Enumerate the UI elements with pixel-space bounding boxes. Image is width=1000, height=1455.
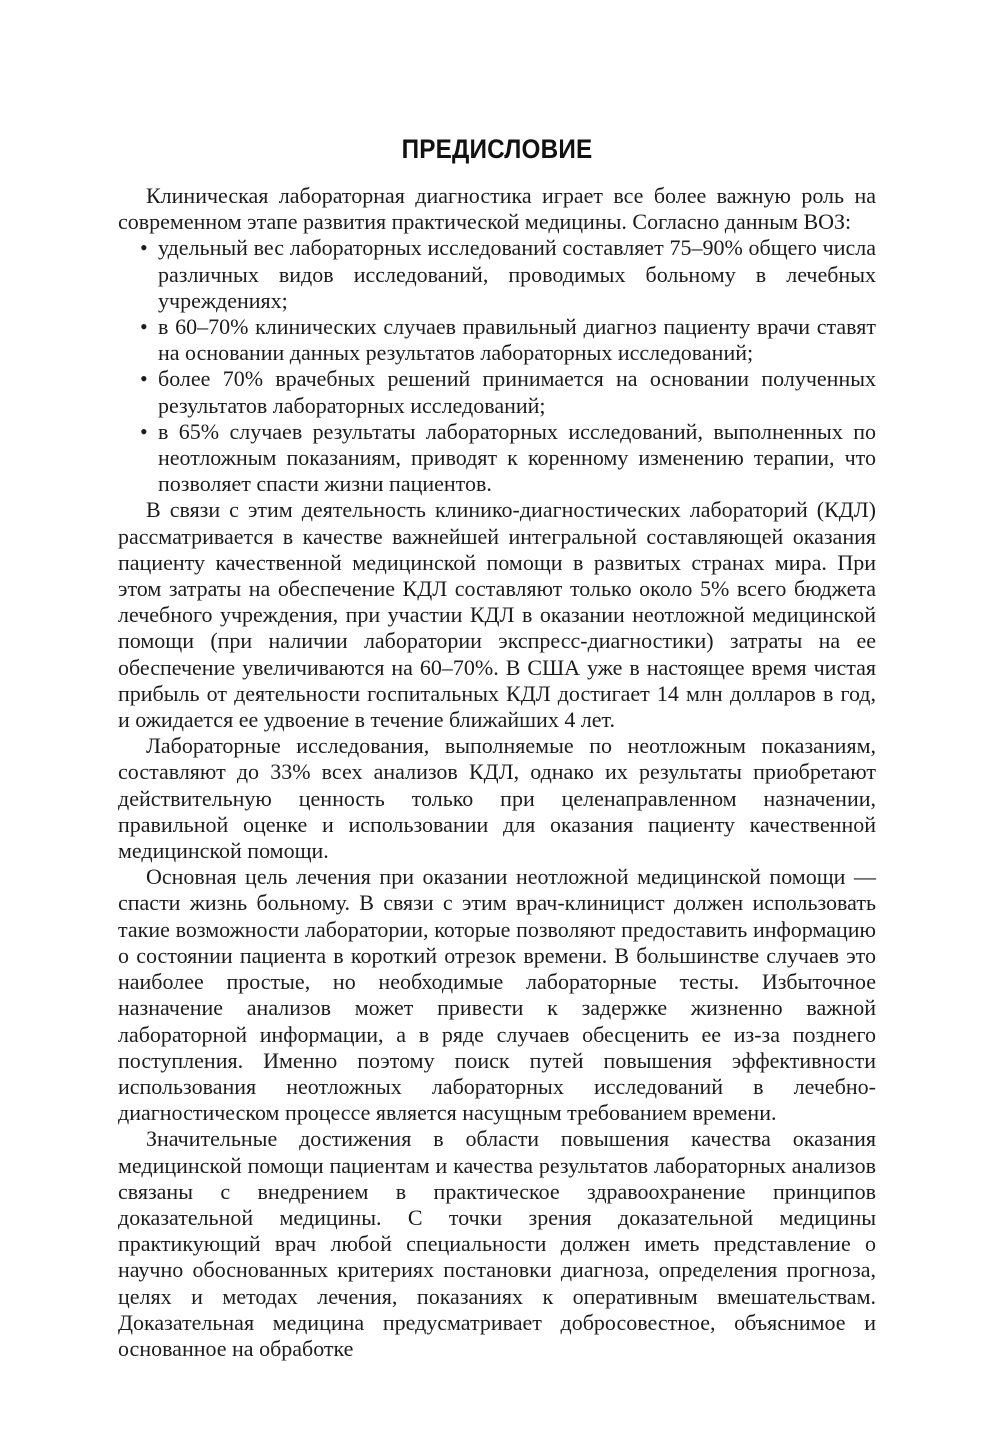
body-paragraph: Значительные достижения в области повышения качества оказания медицинской помощи пациентам и качества результатов лабораторных анализов связаны с внедрением в практическое здравоохранение принципов доказательной медицины. С точки зрения доказательной медицины практикующий врач любой специальности должен иметь представление о научно обоснованных критериях постановки диагноза, определения прогноза, целях и методах лечения, показаниях к оперативным вмешательствам. Доказательная медицина предусматривает добросовестное, объяснимое и основанное на обработке xyxy=(118,1126,876,1361)
body-paragraph: Основная цель лечения при оказании неотложной медицинской помощи — спасти жизнь больному. В связи с этим врач-клиницист должен использовать такие возможности лаборатории, которые позволяют предоставить информацию о состоянии пациента в короткий отрезок времени. В большинстве случаев это наиболее простые, но необходимые лабораторные тесты. Избыточное назначение анализов может привести к задержке жизненно важной лабораторной информации, а в ряде случаев обесценить ее из-за позднего поступления. Именно поэтому поиск путей повышения эффективности использования неотложных лабораторных исследований в лечебно-диагностическом процессе является насущным требованием времени. xyxy=(118,864,876,1126)
list-item: • в 65% случаев результаты лабораторных исследований, выполненных по неотложным показаниям, приводят к коренному изменению терапии, что позволяет спасти жизни пациентов. xyxy=(118,419,876,498)
body-paragraph: В связи с этим деятельность клинико-диагностических лабораторий (КДЛ) рассматривается в качестве важнейшей интегральной составляющей оказания пациенту качественной медицинской помощи в развитых странах мира. При этом затраты на обеспечение КДЛ составляют только около 5% всего бюджета лечебного учреждения, при участии КДЛ в оказании неотложной медицинской помощи (при наличии лаборатории экспресс-диагностики) затраты на ее обеспечение увеличиваются на 60–70%. В США уже в настоящее время чистая прибыль от деятельности госпитальных КДЛ достигает 14 млн долларов в год, и ожидается ее удвоение в течение ближайших 4 лет. xyxy=(118,497,876,733)
document-page xyxy=(118,132,876,1362)
page-title: ПРЕДИСЛОВИЕ xyxy=(401,134,593,164)
list-item: • в 60–70% клинических случаев правильный диагноз пациенту врачи ставят на основании данных результатов лабораторных исследований; xyxy=(118,314,876,366)
list-item: • более 70% врачебных решений принимается на основании полученных результатов лабораторных исследований; xyxy=(118,366,876,418)
list-item: • удельный вес лабораторных исследований составляет 75–90% общего числа различных видов исследований, проводимых больному в лечебных учреждениях; xyxy=(118,235,876,314)
intro-paragraph: Клиническая лабораторная диагностика играет все более важную роль на современном этапе развития практической медицины. Согласно данным ВОЗ: xyxy=(118,183,876,235)
body-paragraph: Лабораторные исследования, выполняемые по неотложным показаниям, составляют до 33% всех анализов КДЛ, однако их результаты приобретают действительную ценность только при целенаправленном назначении, правильной оценке и использовании для оказания пациенту качественной медицинской помощи. xyxy=(118,733,876,864)
bullet-list xyxy=(118,235,876,497)
